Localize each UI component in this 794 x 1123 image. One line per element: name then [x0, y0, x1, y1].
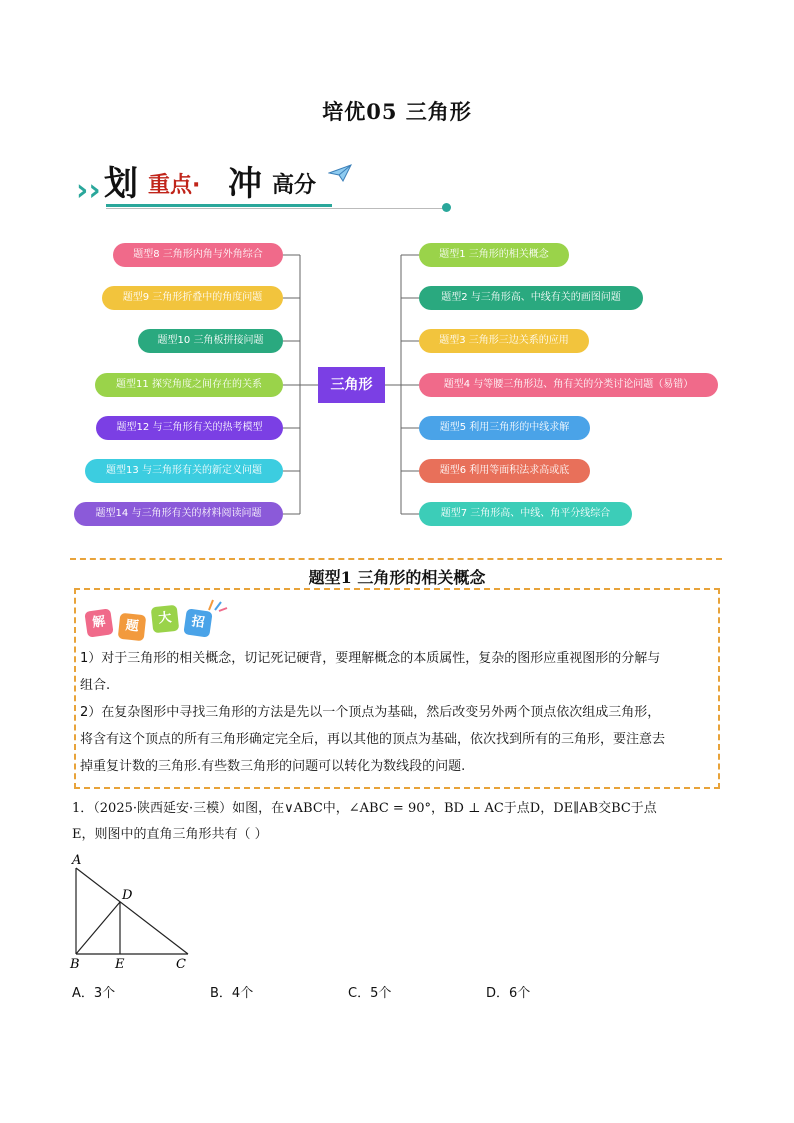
point-label-e: E: [115, 957, 125, 972]
mindmap-right-item-5: 题型5 利用三角形的中线求解: [419, 416, 590, 440]
mindmap-left-item-13: 题型13 与三角形有关的新定义问题: [85, 459, 283, 483]
mindmap-left-item-9: 题型9 三角形折叠中的角度问题: [102, 286, 283, 310]
tip-line: 将含有这个顶点的所有三角形确定完全后，再以其他的顶点为基础，依次找到所有的三角形，要注意去: [80, 732, 666, 747]
banner-text-1: 重点·: [148, 173, 201, 198]
tip-tag-4: 招: [183, 608, 212, 637]
tip-line: 组合.: [80, 678, 111, 693]
tip-line: 2）在复杂图形中寻找三角形的方法是先以一个顶点为基础，然后改变另外两个顶点依次组成三角形，: [80, 705, 661, 720]
mindmap-right-item-4: 题型4 与等腰三角形边、角有关的分类讨论问题（易错）: [419, 373, 718, 397]
question-line: E，则图中的直角三角形共有（ ）: [72, 827, 268, 842]
banner-text-2: 高分: [272, 173, 317, 198]
mindmap-left-item-8: 题型8 三角形内角与外角综合: [113, 243, 283, 267]
section-title: 题型1 三角形的相关概念: [308, 568, 486, 587]
mindmap-left-item-11: 题型11 探究角度之间存在的关系: [95, 373, 283, 397]
tip-line: 1）对于三角形的相关概念，切记死记硬背，要理解概念的本质属性，复杂的图形应重视图形的分解与: [80, 651, 661, 666]
mindmap-left-item-14: 题型14 与三角形有关的材料阅读问题: [74, 502, 283, 526]
page-title: 培优05 三角形: [322, 99, 472, 124]
mindmap-right-item-7: 题型7 三角形高、中线、角平分线综合: [419, 502, 632, 526]
mind-map: [0, 0, 794, 540]
question-text: [72, 796, 732, 848]
mindmap-right-item-2: 题型2 与三角形高、中线有关的画图问题: [419, 286, 643, 310]
mindmap-right-item-6: 题型6 利用等面积法求高或底: [419, 459, 590, 483]
mindmap-right-item-1: 题型1 三角形的相关概念: [419, 243, 569, 267]
banner-char-1: 划: [104, 164, 138, 204]
tip-tag-2: 题: [118, 613, 147, 642]
triangle-figure: [68, 850, 198, 972]
option-b[interactable]: B．4个: [210, 986, 254, 1001]
spark-icon: [207, 596, 229, 612]
chevron-right-icon: ››: [76, 173, 101, 208]
banner-char-2: 冲: [228, 164, 262, 204]
tip-tag-3: 大: [151, 605, 180, 634]
question-line: 1．（2025·陕西延安·三模）如图，在∨ABC中，∠ABC = 90°，BD ⊥ AC于点D，DE∥AB交BC于点: [72, 801, 657, 816]
mindmap-center-node: 三角形: [318, 367, 385, 403]
tip-line: 掉重复计数的三角形.有些数三角形的问题可以转化为数线段的问题.: [80, 759, 466, 774]
option-c[interactable]: C．5个: [348, 986, 392, 1001]
mindmap-left-item-12: 题型12 与三角形有关的热考模型: [96, 416, 283, 440]
tip-tag-1: 解: [84, 608, 113, 637]
point-label-d: D: [122, 888, 133, 903]
point-label-a: A: [72, 853, 82, 868]
tips-text: [80, 645, 720, 780]
mindmap-right-item-3: 题型3 三角形三边关系的应用: [419, 329, 589, 353]
mindmap-left-item-10: 题型10 三角板拼接问题: [138, 329, 283, 353]
option-a[interactable]: A．3个: [72, 986, 116, 1001]
point-label-b: B: [70, 957, 80, 972]
option-d[interactable]: D．6个: [486, 986, 531, 1001]
point-label-c: C: [176, 957, 186, 972]
